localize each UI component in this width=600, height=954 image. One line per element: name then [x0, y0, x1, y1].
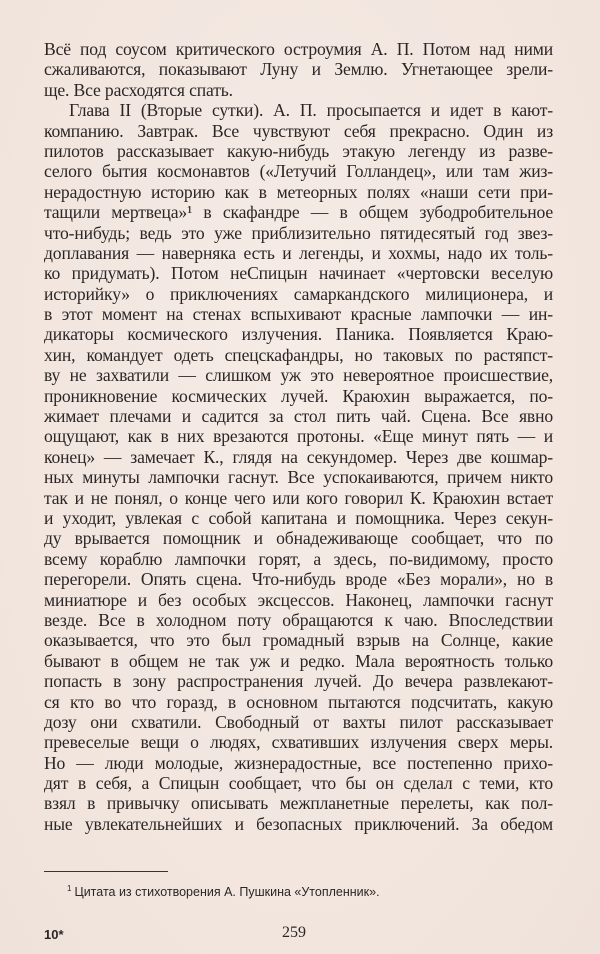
text-line: селого бытия космонавтов («Летучий Голландец», или там жиз-: [44, 161, 553, 182]
text-line: ся кто во что горазд, в основном пытаются подсчитать, какую: [44, 691, 553, 712]
text-line: так и не понял, о конце чего или кого говорил К. Краюхин встает: [44, 487, 553, 508]
text-line: ных минуты лампочки гаснут. Все успокаиваются, причем никто: [44, 467, 553, 488]
text-line: Всё под соусом критического остроумия А. П. Потом над ними: [44, 39, 553, 59]
text-line: Глава II (Вторые сутки). А. П. просыпается и идет в кают-: [69, 100, 553, 121]
text-line: конец» — замечает К., глядя на секундомер. Через две кошмар-: [44, 446, 553, 467]
text-line: в этот момент на стенах вспыхивают красные лампочки — ин-: [44, 304, 553, 325]
text-line: и уходит, увлекая с собой капитана и помощника. Через секун-: [44, 507, 553, 528]
text-line: что-нибудь; ведь это уже приблизительно пятидесятый год звез-: [44, 222, 553, 243]
text-line: ву не захватили — слишком уж это невероятное происшествие,: [44, 365, 553, 386]
text-line: попасть в зону распространения лучей. До вечера развлекают-: [44, 671, 553, 692]
text-line: везде. Все в холодном поту обращаются к чаю. Впоследствии: [44, 609, 553, 630]
text-line: тащили мертвеца»¹ в скафандре — в общем зубодробительное: [44, 202, 553, 223]
text-line: оказывается, что это был громадный взрыв на Солнце, какие: [44, 630, 553, 651]
text-line: дикаторы космического излучения. Паника. Появляется Краю-: [44, 324, 553, 345]
text-line: проникновение космических лучей. Краюхин выражается, по-: [44, 385, 553, 406]
text-line: нерадостную историю как в метеорных полях «наши сети при-: [44, 181, 553, 202]
text-line: историйку» о приключениях самаркандского милиционера, и: [44, 283, 553, 304]
text-line: ощущают, как в них врезаются протоны. «Еще минут пять — и: [44, 426, 553, 447]
text-line: перегорели. Опять сцена. Что-нибудь вроде «Без морали», но в: [44, 569, 553, 590]
text-line: доплавания — наверняка есть и легенды, и хохмы, надо их толь-: [44, 242, 553, 263]
text-line: миниатюре и без особых эксцессов. Наконец, лампочки гаснут: [44, 589, 553, 610]
text-line: Но — люди молодые, жизнерадостные, все постепенно прихо-: [44, 752, 553, 773]
text-line: взял в привычку описывать межпланетные перелеты, как пол-: [44, 793, 553, 814]
text-line: ные увлекательнейших и безопасных приключений. За обедом: [44, 813, 553, 834]
footnote: [67, 884, 380, 899]
text-line: хин, командует одеть спецскафандры, но таковых по растяпст-: [44, 344, 553, 365]
printer-signature: 10*: [44, 927, 64, 942]
text-line: сжаливаются, показывают Луну и Землю. Угнетающее зрели-: [44, 59, 553, 80]
text-line: ко придумать). Потом неСпицын начинает «чертовски веселую: [44, 263, 553, 284]
text-line: всему кораблю лампочки горят, а здесь, по-видимому, просто: [44, 548, 553, 569]
text-line: превеселые вещи о людях, схвативших излучения сверх меры.: [44, 732, 553, 753]
text-line: бывают в общем не так уж и редко. Мала вероятность только: [44, 650, 553, 671]
text-line: пилотов рассказывает какую-нибудь этакую легенду из разве-: [44, 140, 553, 161]
page-number: 259: [282, 924, 306, 941]
text-line: компанию. Завтрак. Все чувствуют себя прекрасно. Один из: [44, 120, 553, 141]
text-line: ще. Все расходятся спать.: [44, 79, 233, 100]
body-text: [44, 39, 553, 834]
footnote-marker: 1: [67, 884, 72, 893]
footnote-text: Цитата из стихотворения А. Пушкина «Утопленник».: [74, 885, 380, 900]
text-line: жимает плечами и садится за стол пить чай. Сцена. Все явно: [44, 406, 553, 427]
text-line: дозу они схватили. Свободный от вахты пилот рассказывает: [44, 711, 553, 732]
footnote-divider: [44, 871, 168, 872]
text-line: ду врывается помощник и обнадеживающе сообщает, что по: [44, 528, 553, 549]
text-line: дят в себя, а Спицын сообщает, что бы он сделал с теми, кто: [44, 773, 553, 794]
